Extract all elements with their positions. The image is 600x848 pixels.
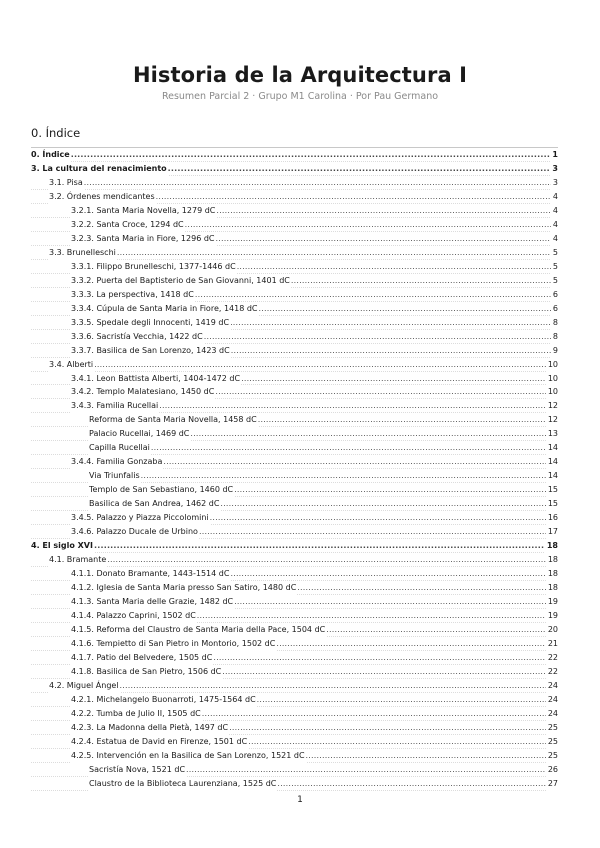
- toc-dot-leader: [204, 330, 551, 344]
- toc-entry[interactable]: [31, 204, 558, 218]
- toc-entry-title: 3.2. Órdenes mendicantes: [49, 190, 156, 204]
- toc-entry-page: 18: [546, 553, 558, 567]
- toc-entry-page: 5: [551, 246, 558, 260]
- toc-entry[interactable]: [31, 735, 558, 749]
- toc-entry[interactable]: [31, 665, 558, 679]
- toc-entry[interactable]: [31, 148, 558, 162]
- toc-entry-page: 26: [546, 763, 558, 777]
- toc-entry-title: Palacio Rucellai, 1469 dC: [89, 427, 190, 441]
- toc-entry[interactable]: [31, 372, 558, 386]
- toc-entry-title: Templo de San Sebastiano, 1460 dC: [89, 483, 234, 497]
- toc-entry-title: 4.2.2. Tumba de Julio II, 1505 dC: [71, 707, 202, 721]
- toc-dot-leader: [258, 413, 546, 427]
- toc-dot-leader: [185, 218, 551, 232]
- toc-entry[interactable]: [31, 288, 558, 302]
- toc-entry-page: 4: [551, 190, 558, 204]
- toc-entry-page: 8: [551, 316, 558, 330]
- toc-entry[interactable]: [31, 763, 558, 777]
- toc-entry[interactable]: [31, 260, 558, 274]
- page-number: 1: [297, 795, 303, 805]
- toc-entry[interactable]: [31, 246, 558, 260]
- toc-entry-title: 3.3.2. Puerta del Baptisterio de San Giovanni, 1401 dC: [71, 274, 291, 288]
- toc-entry-title: 3. La cultura del renacimiento: [31, 162, 168, 176]
- toc-entry-title: 4.1.6. Tempietto di San Pietro in Montorio, 1502 dC: [71, 637, 276, 651]
- toc-entry[interactable]: [31, 721, 558, 735]
- toc-entry-page: 8: [551, 330, 558, 344]
- toc-entry-line: [49, 190, 558, 203]
- toc-entry-title: Basilica de San Andrea, 1462 dC: [89, 497, 220, 511]
- toc-entry[interactable]: [31, 511, 558, 525]
- toc-entry-line: [89, 483, 558, 496]
- toc-entry-title: 4.2.1. Michelangelo Buonarroti, 1475-1564 dC: [71, 693, 257, 707]
- toc-entry-line: [71, 581, 558, 594]
- toc-entry-page: 19: [546, 609, 558, 623]
- toc-entry-page: 10: [546, 385, 558, 399]
- toc-dot-leader: [229, 721, 546, 735]
- toc-dot-leader: [306, 749, 546, 763]
- toc-entry[interactable]: [31, 553, 558, 567]
- toc-entry[interactable]: [31, 469, 558, 483]
- toc-entry-line: [71, 330, 558, 343]
- toc-entry-line: [71, 372, 558, 385]
- toc-dot-leader: [257, 693, 546, 707]
- toc-entry-line: [71, 721, 558, 734]
- toc-entry-title: 3.1. Pisa: [49, 176, 84, 190]
- toc-entry-page: 22: [546, 651, 558, 665]
- toc-dot-leader: [230, 567, 545, 581]
- toc-entry-title: Sacristía Nova, 1521 dC: [89, 763, 186, 777]
- toc-dot-leader: [168, 162, 551, 176]
- toc-entry-line: [71, 385, 558, 398]
- document-subtitle: Resumen Parcial 2 · Grupo M1 Carolina · Por Pau Germano: [161, 91, 439, 102]
- toc-entry-page: 10: [546, 372, 558, 386]
- toc-entry[interactable]: [31, 483, 558, 497]
- toc-entry-page: 17: [546, 525, 558, 539]
- toc-entry-line: [71, 455, 558, 468]
- toc-entry-page: 12: [546, 413, 558, 427]
- toc-dot-leader: [94, 539, 545, 553]
- toc-dot-leader: [216, 232, 551, 246]
- toc-dot-leader: [326, 623, 546, 637]
- toc-entry-page: 13: [546, 427, 558, 441]
- toc-entry-line: [71, 749, 558, 762]
- toc-dot-leader: [297, 581, 546, 595]
- toc-dot-leader: [248, 735, 546, 749]
- toc-entry-page: 6: [551, 288, 558, 302]
- toc-entry-title: 3.4.6. Palazzo Ducale de Urbino: [71, 525, 199, 539]
- toc-entry[interactable]: [31, 581, 558, 595]
- table-of-contents: [31, 148, 558, 791]
- toc-entry-title: 4.2.3. La Madonna della Pietà, 1497 dC: [71, 721, 229, 735]
- toc-entry-line: [89, 497, 558, 510]
- toc-entry[interactable]: [31, 497, 558, 511]
- toc-entry-line: [89, 777, 558, 790]
- toc-dot-leader: [163, 455, 545, 469]
- toc-entry-page: 15: [546, 497, 558, 511]
- toc-entry[interactable]: [31, 218, 558, 232]
- toc-entry-line: [89, 427, 558, 440]
- toc-dot-leader: [234, 483, 546, 497]
- toc-entry-page: 14: [546, 469, 558, 483]
- toc-dot-leader: [202, 707, 546, 721]
- toc-entry-title: 3.2.1. Santa Maria Novella, 1279 dC: [71, 204, 216, 218]
- toc-dot-leader: [117, 246, 551, 260]
- toc-entry-title: 3.2.2. Santa Croce, 1294 dC: [71, 218, 185, 232]
- toc-dot-leader: [231, 344, 551, 358]
- toc-entry[interactable]: [31, 637, 558, 651]
- toc-entry-title: 3.4.2. Templo Malatesiano, 1450 dC: [71, 385, 215, 399]
- toc-dot-leader: [213, 651, 545, 665]
- toc-entry-line: [71, 567, 558, 580]
- toc-entry-title: 3.4.3. Familia Rucellai: [71, 399, 159, 413]
- toc-entry-title: 3.3.4. Cúpula de Santa Maria in Fiore, 1418 dC: [71, 302, 259, 316]
- toc-entry[interactable]: [31, 316, 558, 330]
- toc-dot-leader: [241, 372, 546, 386]
- toc-entry-page: 5: [551, 260, 558, 274]
- section-heading: 0. Índice: [31, 126, 81, 140]
- toc-dot-leader: [84, 176, 551, 190]
- toc-entry-line: [71, 623, 558, 636]
- toc-entry-line: [71, 735, 558, 748]
- toc-entry-page: 25: [546, 735, 558, 749]
- toc-entry-line: [49, 553, 558, 566]
- toc-entry-page: 19: [546, 595, 558, 609]
- toc-dot-leader: [186, 763, 546, 777]
- toc-dot-leader: [107, 553, 546, 567]
- toc-entry[interactable]: [31, 358, 558, 372]
- toc-entry-line: [89, 441, 558, 454]
- toc-entry-page: 21: [546, 637, 558, 651]
- toc-entry-title: 3.4. Alberti: [49, 358, 94, 372]
- toc-entry-title: 3.3.3. La perspectiva, 1418 dC: [71, 288, 195, 302]
- toc-entry-title: 3.4.4. Familia Gonzaba: [71, 455, 163, 469]
- toc-entry-line: [31, 148, 558, 161]
- toc-entry-line: [71, 693, 558, 706]
- toc-dot-leader: [141, 469, 546, 483]
- toc-dot-leader: [120, 679, 546, 693]
- toc-entry-title: 3.3.7. Basilica de San Lorenzo, 1423 dC: [71, 344, 231, 358]
- toc-entry-page: 4: [551, 218, 558, 232]
- toc-entry-page: 4: [551, 232, 558, 246]
- toc-entry-title: 3.2.3. Santa Maria in Fiore, 1296 dC: [71, 232, 216, 246]
- toc-entry-title: 3.4.5. Palazzo y Piazza Piccolomini: [71, 511, 210, 525]
- toc-entry-title: 3.3.5. Spedale degli Innocenti, 1419 dC: [71, 316, 230, 330]
- toc-dot-leader: [199, 525, 546, 539]
- toc-entry-line: [71, 344, 558, 357]
- toc-entry-title: 4.1.4. Palazzo Caprini, 1502 dC: [71, 609, 197, 623]
- toc-dot-leader: [197, 609, 546, 623]
- toc-entry-page: 18: [546, 581, 558, 595]
- toc-entry[interactable]: [31, 651, 558, 665]
- toc-dot-leader: [230, 316, 551, 330]
- toc-entry-title: 4.2.4. Estatua de David en Firenze, 1501 dC: [71, 735, 248, 749]
- toc-entry-page: 5: [551, 274, 558, 288]
- toc-entry-title: Reforma de Santa Maria Novella, 1458 dC: [89, 413, 258, 427]
- toc-entry-page: 3: [551, 176, 558, 190]
- document-title: Historia de la Arquitectura I: [132, 63, 468, 87]
- toc-dot-leader: [277, 777, 545, 791]
- toc-entry-page: 27: [546, 777, 558, 791]
- toc-entry-page: 24: [546, 679, 558, 693]
- toc-entry-title: 4.1. Bramante: [49, 553, 107, 567]
- toc-entry-line: [71, 288, 558, 301]
- toc-entry[interactable]: [31, 413, 558, 427]
- toc-entry-title: 4.1.5. Reforma del Claustro de Santa Maria della Pace, 1504 dC: [71, 623, 326, 637]
- toc-entry-line: [71, 232, 558, 245]
- toc-entry[interactable]: [31, 344, 558, 358]
- toc-entry-page: 24: [546, 707, 558, 721]
- toc-entry-page: 6: [551, 302, 558, 316]
- toc-entry-page: 15: [546, 483, 558, 497]
- toc-entry-line: [49, 176, 558, 189]
- toc-entry-title: 4.1.2. Iglesia de Santa Maria presso San Satiro, 1480 dC: [71, 581, 297, 595]
- toc-entry-page: 20: [546, 623, 558, 637]
- toc-entry-title: 4.1.7. Patio del Belvedere, 1505 dC: [71, 651, 213, 665]
- toc-dot-leader: [94, 358, 546, 372]
- toc-entry[interactable]: [31, 623, 558, 637]
- toc-entry-line: [71, 637, 558, 650]
- toc-entry-title: 3.3.1. Filippo Brunelleschi, 1377-1446 dC: [71, 260, 237, 274]
- toc-entry[interactable]: [31, 274, 558, 288]
- toc-entry[interactable]: [31, 525, 558, 539]
- toc-dot-leader: [215, 385, 545, 399]
- toc-entry[interactable]: [31, 162, 558, 176]
- toc-entry-line: [71, 274, 558, 287]
- toc-entry-title: 4.1.3. Santa Maria delle Grazie, 1482 dC: [71, 595, 234, 609]
- toc-entry[interactable]: [31, 455, 558, 469]
- toc-entry-line: [89, 469, 558, 482]
- toc-entry[interactable]: [31, 399, 558, 413]
- toc-dot-leader: [71, 148, 551, 162]
- toc-entry-page: 22: [546, 665, 558, 679]
- toc-entry-line: [71, 316, 558, 329]
- toc-dot-leader: [216, 204, 551, 218]
- toc-entry-line: [71, 302, 558, 315]
- toc-entry-page: 1: [550, 148, 558, 162]
- toc-entry-title: 4.1.8. Basilica de San Pietro, 1506 dC: [71, 665, 222, 679]
- toc-entry[interactable]: [31, 176, 558, 190]
- toc-dot-leader: [259, 302, 551, 316]
- toc-entry-title: 4. El siglo XVI: [31, 539, 94, 553]
- toc-entry-line: [89, 413, 558, 426]
- toc-entry-line: [71, 665, 558, 678]
- toc-entry-page: 3: [550, 162, 558, 176]
- toc-entry-page: 25: [546, 749, 558, 763]
- toc-dot-leader: [210, 511, 546, 525]
- toc-entry-page: 12: [546, 399, 558, 413]
- toc-entry[interactable]: [31, 427, 558, 441]
- toc-entry-line: [71, 260, 558, 273]
- toc-entry-page: 25: [546, 721, 558, 735]
- toc-dot-leader: [222, 665, 546, 679]
- toc-entry-title: 3.3.6. Sacristía Vecchia, 1422 dC: [71, 330, 204, 344]
- toc-entry-line: [71, 204, 558, 217]
- toc-dot-leader: [276, 637, 545, 651]
- toc-entry[interactable]: [31, 595, 558, 609]
- toc-entry[interactable]: [31, 707, 558, 721]
- toc-entry-page: 16: [546, 511, 558, 525]
- toc-entry-page: 24: [546, 693, 558, 707]
- toc-entry[interactable]: [31, 693, 558, 707]
- toc-entry[interactable]: [31, 539, 558, 553]
- toc-entry[interactable]: [31, 567, 558, 581]
- toc-entry-line: [71, 511, 558, 524]
- toc-dot-leader: [190, 427, 545, 441]
- toc-entry-title: 4.1.1. Donato Bramante, 1443-1514 dC: [71, 567, 230, 581]
- toc-entry-title: 3.3. Brunelleschi: [49, 246, 117, 260]
- toc-entry-title: Claustro de la Biblioteca Laurenziana, 1525 dC: [89, 777, 277, 791]
- toc-entry-title: Via Triunfalis: [89, 469, 141, 483]
- toc-dot-leader: [159, 399, 546, 413]
- toc-entry-title: Capilla Rucellai: [89, 441, 151, 455]
- toc-entry-line: [31, 162, 558, 175]
- toc-entry-page: 9: [551, 344, 558, 358]
- toc-entry-page: 4: [551, 204, 558, 218]
- toc-entry-line: [71, 609, 558, 622]
- toc-entry-line: [71, 525, 558, 538]
- toc-entry-line: [49, 679, 558, 692]
- toc-entry-page: 10: [546, 358, 558, 372]
- toc-entry-title: 4.2. Miguel Ángel: [49, 679, 120, 693]
- toc-entry-line: [71, 218, 558, 231]
- toc-entry[interactable]: [31, 609, 558, 623]
- toc-entry-title: 0. Índice: [31, 148, 71, 162]
- toc-entry-line: [31, 539, 558, 552]
- toc-entry-line: [71, 595, 558, 608]
- toc-entry-page: 18: [545, 539, 558, 553]
- toc-dot-leader: [195, 288, 551, 302]
- toc-entry[interactable]: [31, 232, 558, 246]
- toc-entry-title: 4.2.5. Intervención en la Basilica de San Lorenzo, 1521 dC: [71, 749, 306, 763]
- toc-entry-line: [49, 358, 558, 371]
- toc-entry[interactable]: [31, 777, 558, 791]
- toc-entry[interactable]: [31, 330, 558, 344]
- toc-entry-line: [71, 651, 558, 664]
- toc-entry-line: [71, 399, 558, 412]
- toc-entry-page: 18: [546, 567, 558, 581]
- toc-entry-line: [89, 763, 558, 776]
- toc-entry[interactable]: [31, 385, 558, 399]
- toc-dot-leader: [237, 260, 551, 274]
- toc-dot-leader: [291, 274, 551, 288]
- toc-entry-page: 14: [546, 455, 558, 469]
- toc-dot-leader: [220, 497, 545, 511]
- toc-entry[interactable]: [31, 302, 558, 316]
- toc-entry-page: 14: [546, 441, 558, 455]
- toc-entry-line: [49, 246, 558, 259]
- toc-entry-line: [71, 707, 558, 720]
- toc-entry[interactable]: [31, 679, 558, 693]
- toc-entry-title: 3.4.1. Leon Battista Alberti, 1404-1472 dC: [71, 372, 241, 386]
- toc-dot-leader: [234, 595, 546, 609]
- toc-entry[interactable]: [31, 441, 558, 455]
- toc-dot-leader: [156, 190, 551, 204]
- toc-entry[interactable]: [31, 749, 558, 763]
- toc-entry[interactable]: [31, 190, 558, 204]
- toc-dot-leader: [151, 441, 546, 455]
